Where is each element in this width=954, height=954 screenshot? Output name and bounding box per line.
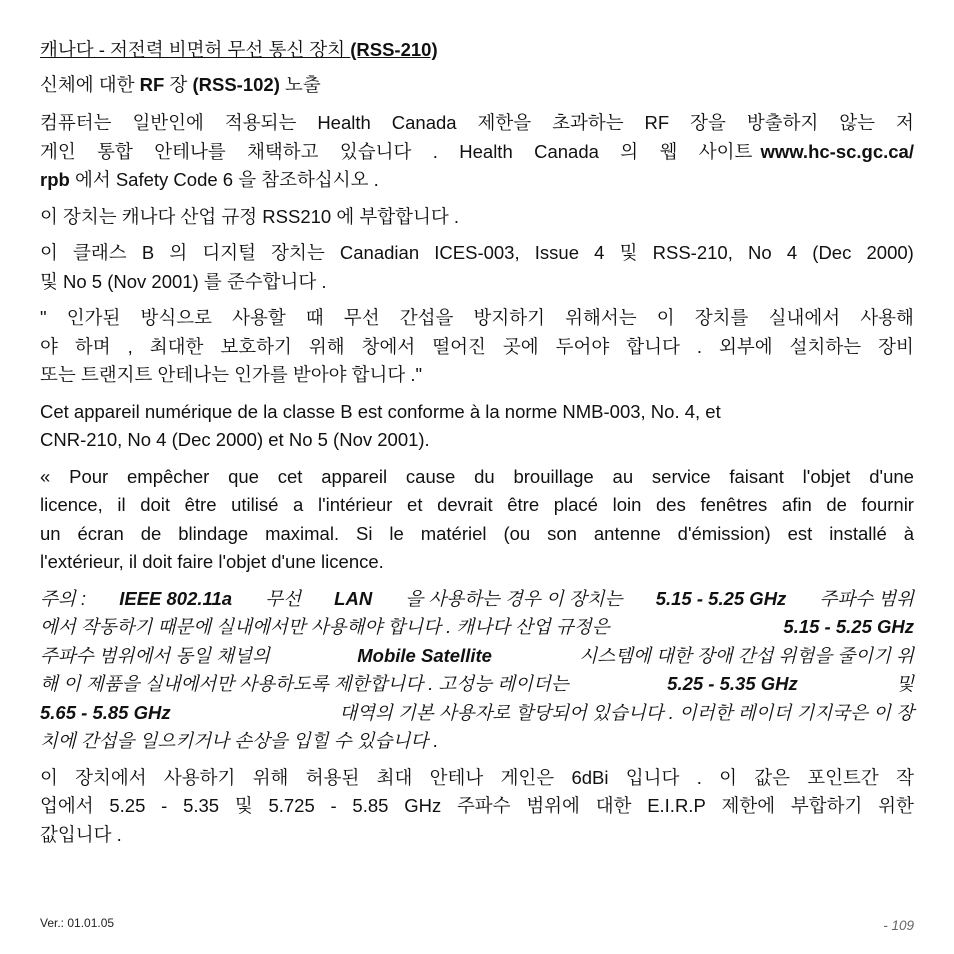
word: 웹 xyxy=(659,140,678,162)
paragraph-antenna-gain xyxy=(40,764,914,850)
word: 5.35 xyxy=(183,795,220,816)
paragraph-health-canada xyxy=(40,109,914,195)
word: a xyxy=(293,494,304,515)
word: , xyxy=(127,335,133,357)
word: loin xyxy=(612,494,642,515)
word: écran xyxy=(77,522,124,544)
text-line-end: 에서 Safety Code 6 을 참조하십시오 . xyxy=(69,169,379,190)
text-line xyxy=(40,764,914,793)
word: 창에서 xyxy=(361,335,416,357)
text-line xyxy=(40,166,914,195)
text-line xyxy=(40,792,914,821)
word: Si xyxy=(356,522,373,544)
lan-label: LAN xyxy=(334,587,373,609)
text-line xyxy=(40,463,914,492)
word: être xyxy=(184,494,217,515)
word: E.I.R.P xyxy=(647,795,706,816)
word: doit xyxy=(140,494,171,515)
warning-label: 주의 : xyxy=(40,587,87,609)
warning-paragraph xyxy=(40,585,914,756)
word: 5.25 xyxy=(109,795,146,816)
word: 통합 xyxy=(97,140,133,162)
word: 위해 xyxy=(308,335,345,357)
frequency-range: 5.65 - 5.85 GHz xyxy=(40,701,171,723)
text-line: 또는 트랜지트 안테나는 인가를 받아야 합니다 ." xyxy=(40,364,423,385)
word: 및 xyxy=(619,242,638,263)
warning-text: 및 xyxy=(896,673,914,694)
word: 곳에 xyxy=(502,335,539,357)
word: afin xyxy=(781,494,812,515)
word: 대한 xyxy=(595,795,632,816)
page-number: - 109 xyxy=(883,918,914,933)
text-line xyxy=(40,138,914,167)
word: 및 xyxy=(234,795,253,816)
warning-text: 무선 xyxy=(265,587,301,609)
word: 4 xyxy=(594,242,605,263)
warning-line xyxy=(40,642,914,671)
word: 작 xyxy=(896,766,914,788)
word: . xyxy=(696,335,703,357)
word: 인가된 xyxy=(66,307,121,328)
word: . xyxy=(696,766,702,788)
warning-text: 해 이 제품을 실내에서만 사용하도록 제한합니다 . 고성능 레이더는 xyxy=(40,673,569,694)
text-line: Cet appareil numérique de la classe B est conforme à la norme NMB-003, No. 4, et xyxy=(40,400,721,422)
heading-code: (RSS-210) xyxy=(350,39,438,60)
paragraph-french-nmb xyxy=(40,398,914,455)
word: 장치를 xyxy=(694,307,749,328)
word: Pour xyxy=(69,465,109,487)
word: antenne xyxy=(593,522,661,544)
frequency-range: 5.15 - 5.25 GHz xyxy=(655,587,787,609)
text-line xyxy=(40,520,914,549)
word: 장비 xyxy=(878,335,914,357)
text-line xyxy=(40,109,914,138)
word: 장치에서 xyxy=(75,766,147,788)
word: RSS-210, xyxy=(652,242,733,263)
word: 사용하기 xyxy=(163,766,236,788)
word: 이 xyxy=(656,307,675,328)
word: et xyxy=(407,494,423,515)
word: installé xyxy=(829,522,887,544)
word: 허용된 xyxy=(305,766,360,788)
word: son xyxy=(547,522,577,544)
word: 게인 xyxy=(40,140,76,162)
word: 입니다 xyxy=(625,766,680,788)
word: Issue xyxy=(534,242,579,263)
word: 컴퓨터는 xyxy=(40,112,112,133)
text-line xyxy=(40,239,914,268)
word: 하며 xyxy=(74,335,111,357)
word: 포인트간 xyxy=(807,766,879,788)
word: d'une xyxy=(869,465,914,487)
warning-text: 을 사용하는 경우 이 장치는 xyxy=(405,587,623,609)
word: cet xyxy=(277,465,303,487)
warning-line xyxy=(40,670,914,699)
word: 이 xyxy=(40,242,58,263)
section-heading xyxy=(40,36,914,65)
word: 방식으로 xyxy=(140,307,212,328)
word: 클래스 xyxy=(73,242,127,263)
standard-name: IEEE 802.11a xyxy=(119,587,233,609)
text-line: 및 No 5 (Nov 2001) 를 준수합니다 . xyxy=(40,270,327,292)
text-line xyxy=(40,491,914,520)
word: - xyxy=(161,795,168,816)
document-page xyxy=(40,36,914,857)
word: le xyxy=(389,522,404,544)
paragraph-french-licence xyxy=(40,463,914,577)
word: 떨어진 xyxy=(432,335,486,357)
warning-text: 주파수 범위에서 동일 채널의 xyxy=(40,644,270,666)
word: 최대 xyxy=(376,766,413,788)
word: 사용할 xyxy=(232,307,286,328)
word: RF xyxy=(644,112,670,133)
word: appareil xyxy=(321,465,388,487)
word: au xyxy=(612,465,634,487)
subheading-code: (RSS-102) xyxy=(192,73,280,95)
word: 2000) xyxy=(866,242,914,263)
word: matériel xyxy=(420,522,487,544)
word: " xyxy=(40,307,47,328)
word: cause xyxy=(405,465,456,487)
word: 장을 xyxy=(690,112,726,133)
word: 부합하기 xyxy=(790,795,863,816)
word: Canada xyxy=(534,140,599,162)
word: que xyxy=(228,465,259,487)
word: 값은 xyxy=(754,766,791,788)
warning-text: 대역의 기본 사용자로 할당되어 있습니다 . 이러한 레이더 기지국은 이 장 xyxy=(339,701,914,723)
paragraph-class-b xyxy=(40,239,914,296)
word: 6dBi xyxy=(571,766,609,788)
subheading-suffix: 노출 xyxy=(279,73,321,95)
word: B xyxy=(141,242,155,263)
word: un xyxy=(40,522,61,544)
word: 장치는 xyxy=(271,242,325,263)
warning-line: 치에 간섭을 일으키거나 손상을 입힐 수 있습니다 . xyxy=(40,730,439,751)
word: 일반인에 xyxy=(132,112,204,133)
word: faisant xyxy=(729,465,784,487)
warning-text: 주파수 범위 xyxy=(819,587,914,609)
subheading-prefix: 신체에 대한 xyxy=(40,73,140,95)
word: utilisé xyxy=(231,494,279,515)
word: 이 xyxy=(40,766,58,788)
warning-line xyxy=(40,699,914,728)
word: service xyxy=(651,465,711,487)
word: 최대한 xyxy=(149,335,204,357)
word: 설치하는 xyxy=(789,335,862,357)
word: 주파수 xyxy=(456,795,511,816)
word: Health xyxy=(459,140,513,162)
word: (Dec xyxy=(812,242,852,263)
word: No xyxy=(748,242,772,263)
word: 5.85 xyxy=(352,795,389,816)
word: 위한 xyxy=(878,795,914,816)
word: 적용되는 xyxy=(224,112,297,133)
word: 위해 xyxy=(252,766,289,788)
word: licence, xyxy=(40,494,103,515)
text-line: 이 장치는 캐나다 산업 규정 RSS210 에 부합합니다 . xyxy=(40,205,459,227)
word: de xyxy=(140,522,162,544)
text-line: 값입니다 . xyxy=(40,823,122,845)
text-line: l'extérieur, il doit faire l'objet d'une licence. xyxy=(40,551,384,572)
warning-text: 에서 작동하기 때문에 실내에서만 사용해야 합니다 . 캐나다 산업 규정은 xyxy=(40,616,610,637)
subheading-mid: 장 xyxy=(164,73,193,95)
word: Canada xyxy=(391,112,457,133)
word: 보호하기 xyxy=(220,335,292,357)
paragraph-indoor-use xyxy=(40,304,914,390)
word: placé xyxy=(553,494,598,515)
word: 실내에서 xyxy=(768,307,841,328)
word: « xyxy=(40,465,51,487)
word: l'objet xyxy=(802,465,851,487)
mobile-satellite-label: Mobile Satellite xyxy=(357,644,492,666)
subsection-heading xyxy=(40,71,914,100)
word: 위해서는 xyxy=(565,307,637,328)
subheading-rf: RF xyxy=(139,73,165,95)
word: d'émission) xyxy=(677,522,771,544)
word: il xyxy=(117,494,126,515)
word: de xyxy=(826,494,847,515)
word: 이 xyxy=(719,766,737,788)
frequency-range: 5.15 - 5.25 GHz xyxy=(783,616,914,637)
word: 간섭을 xyxy=(399,307,454,328)
word: 저 xyxy=(896,112,914,133)
word: 때 xyxy=(305,307,324,328)
warning-line xyxy=(40,585,914,614)
word: maximal. xyxy=(265,522,340,544)
text-line xyxy=(40,333,914,362)
word: 않는 xyxy=(839,112,876,133)
word: 5.725 xyxy=(268,795,315,816)
word: à xyxy=(903,522,914,544)
word: 안테나 xyxy=(429,766,484,788)
frequency-range: 5.25 - 5.35 GHz xyxy=(667,673,798,694)
text-line-words xyxy=(40,138,752,167)
word: 방출하지 xyxy=(746,112,819,133)
word: 제한에 xyxy=(721,795,776,816)
word: 게인은 xyxy=(500,766,555,788)
word: 범위에 xyxy=(526,795,580,816)
word: - xyxy=(330,795,337,816)
word: 외부에 xyxy=(719,335,773,357)
word: . xyxy=(432,140,438,162)
text-line: CNR-210, No 4 (Dec 2000) et No 5 (Nov 2001). xyxy=(40,429,430,450)
version-label: Ver.: 01.01.05 xyxy=(40,916,115,930)
word: brouillage xyxy=(513,465,594,487)
word: 사용해 xyxy=(860,307,914,328)
word: 두어야 xyxy=(555,335,610,357)
health-canada-url-end: rpb xyxy=(40,169,70,190)
word: des xyxy=(656,494,686,515)
health-canada-url: www.hc-sc.gc.ca/ xyxy=(760,140,914,162)
word: 의 xyxy=(620,140,639,162)
word: l'intérieur xyxy=(317,494,393,515)
word: 의 xyxy=(169,242,188,263)
word: 방지하기 xyxy=(473,307,546,328)
word: 사이트 xyxy=(698,140,753,162)
word: blindage xyxy=(178,522,249,544)
warning-text: 시스템에 대한 장애 간섭 위험을 줄이기 위 xyxy=(579,644,914,666)
word: Canadian xyxy=(339,242,420,263)
word: empêcher xyxy=(127,465,210,487)
text-line xyxy=(40,304,914,333)
word: est xyxy=(787,522,813,544)
word: être xyxy=(507,494,540,515)
word: 야 xyxy=(40,335,58,357)
heading-text: 캐나다 - 저전력 비면허 무선 통신 장치 xyxy=(40,39,351,60)
word: ICES-003, xyxy=(434,242,520,263)
word: fournir xyxy=(861,494,914,515)
paragraph-rss210 xyxy=(40,203,914,232)
word: 초과하는 xyxy=(552,112,624,133)
word: Health xyxy=(317,112,371,133)
word: (ou xyxy=(503,522,531,544)
word: 합니다 xyxy=(626,335,680,357)
word: 제한을 xyxy=(477,112,532,133)
word: 채택하고 xyxy=(247,140,319,162)
word: 4 xyxy=(786,242,798,263)
word: fenêtres xyxy=(700,494,768,515)
word: 무선 xyxy=(343,307,380,328)
warning-line xyxy=(40,613,914,642)
word: 업에서 xyxy=(40,795,94,816)
word: GHz xyxy=(404,795,442,816)
word: du xyxy=(474,465,495,487)
word: 있습니다 xyxy=(339,140,412,162)
word: 안테나를 xyxy=(154,140,226,162)
word: devrait xyxy=(437,494,493,515)
word: 디지털 xyxy=(202,242,256,263)
